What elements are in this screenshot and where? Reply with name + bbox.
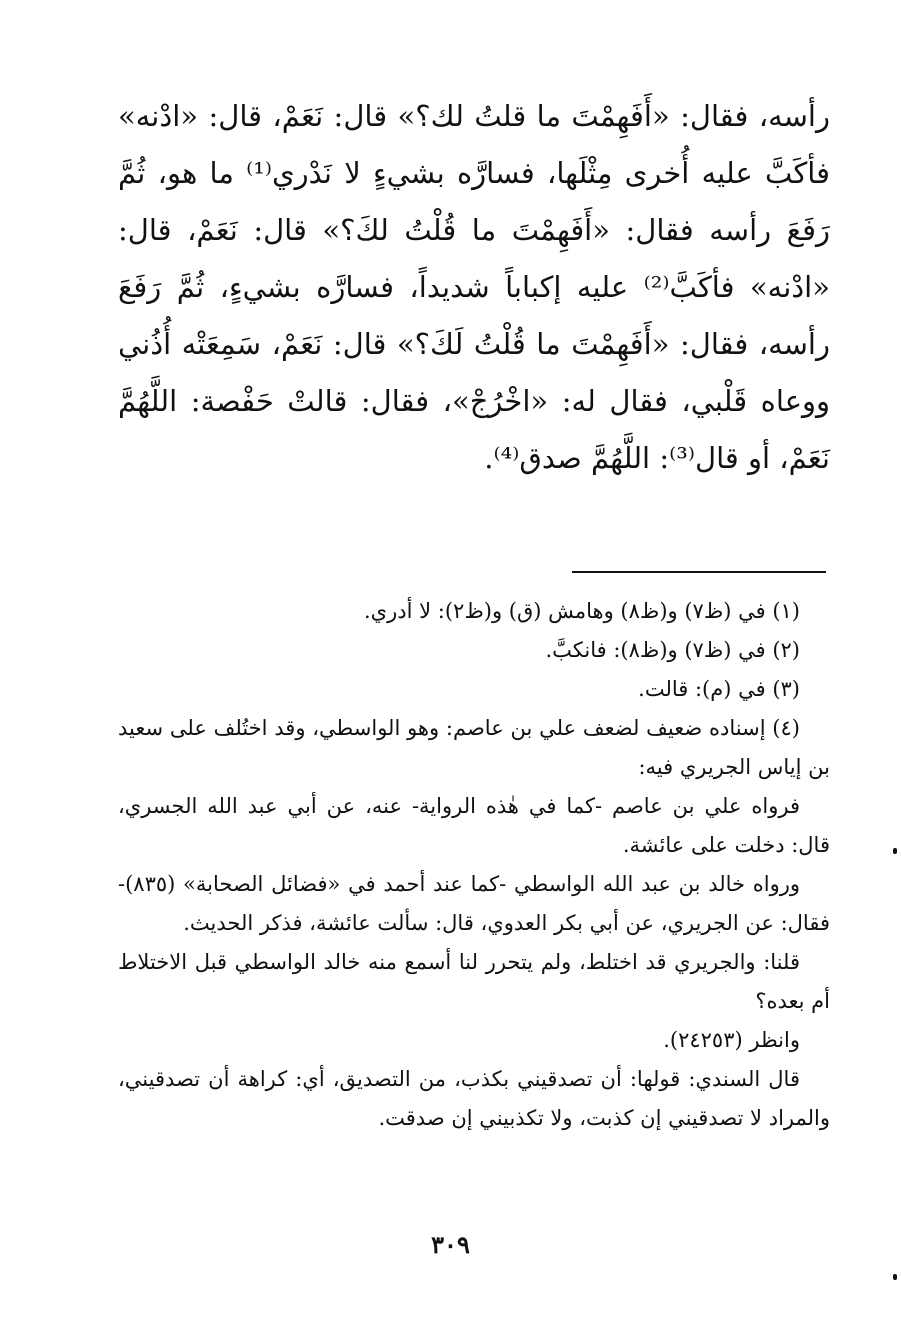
footnote-1: (١) في (ظ٧) و(ظ٨) وهامش (ق) و(ظ٢): لا أدري. xyxy=(364,599,800,623)
footnote-4-paragraph: ورواه خالد بن عبد الله الواسطي -كما عند أحمد في «فضائل الصحابة» (٨٣٥)- فقال: عن الجريري، عن أبي بكر العدوي، قال: سألت عائشة، فذكر الحديث. xyxy=(118,872,830,935)
footnote-2: (٢) في (ظ٧) و(ظ٨): فانكبَّ. xyxy=(545,638,800,662)
footnote-4-paragraph: فرواه علي بن عاصم -كما في هٰذه الرواية- عنه، عن أبي عبد الله الجسري، قال: دخلت على عائشة. xyxy=(118,794,830,857)
footnote-4-paragraph: قال السندي: قولها: أن تصدقيني بكذب، من التصديق، أي: كراهة أن تصدقيني، والمراد لا تصدقيني إن كذبت، ولا تكذبيني إن صدقت. xyxy=(118,1067,830,1130)
footnote-4-paragraph: قلنا: والجريري قد اختلط، ولم يتحرر لنا أسمع منه خالد الواسطي قبل الاختلاط أم بعده؟ xyxy=(118,950,830,1013)
main-text-block xyxy=(118,88,830,487)
footnote-3: (٣) في (م): قالت. xyxy=(638,677,800,701)
footnote-divider xyxy=(572,571,826,573)
page-number: ٣٠٩ xyxy=(431,1230,470,1259)
footnotes-block xyxy=(118,592,830,1138)
scan-speck xyxy=(893,1274,897,1280)
footnote-4: (٤) إسناده ضعيف لضعف علي بن عاصم: وهو الواسطي، وقد اختُلف على سعيد بن إياس الجريري فيه: xyxy=(118,716,830,779)
scan-speck xyxy=(893,848,897,854)
footnote-4-paragraph: وانظر (٢٤٢٥٣). xyxy=(663,1028,800,1052)
main-paragraph: رأسه، فقال: «أَفَهِمْتَ ما قلتُ لك؟» قال: نَعَمْ، قال: «ادْنه» فأكَبَّ عليه أُخرى مِثْلَها، فسارَّه بشيءٍ لا نَدْري⁽¹⁾ ما هو، ثُمَّ رَفَعَ رأسه فقال: «أَفَهِمْتَ ما قُلْتُ لكَ؟» قال: نَعَمْ، قال: «ادْنه» فأكَبَّ⁽²⁾ عليه إكباباً شديداً، فسارَّه بشيءٍ، ثُمَّ رَفَعَ رأسه، فقال: «أَفَهِمْتَ ما قُلْتُ لَكَ؟» قال: نَعَمْ، سَمِعَتْه أُذُني ووعاه قَلْبي، فقال له: «اخْرُجْ»، فقال: قالتْ حَفْصة: اللَّهُمَّ نَعَمْ، أو قال⁽³⁾: اللَّهُمَّ صدق⁽⁴⁾. xyxy=(118,99,830,475)
